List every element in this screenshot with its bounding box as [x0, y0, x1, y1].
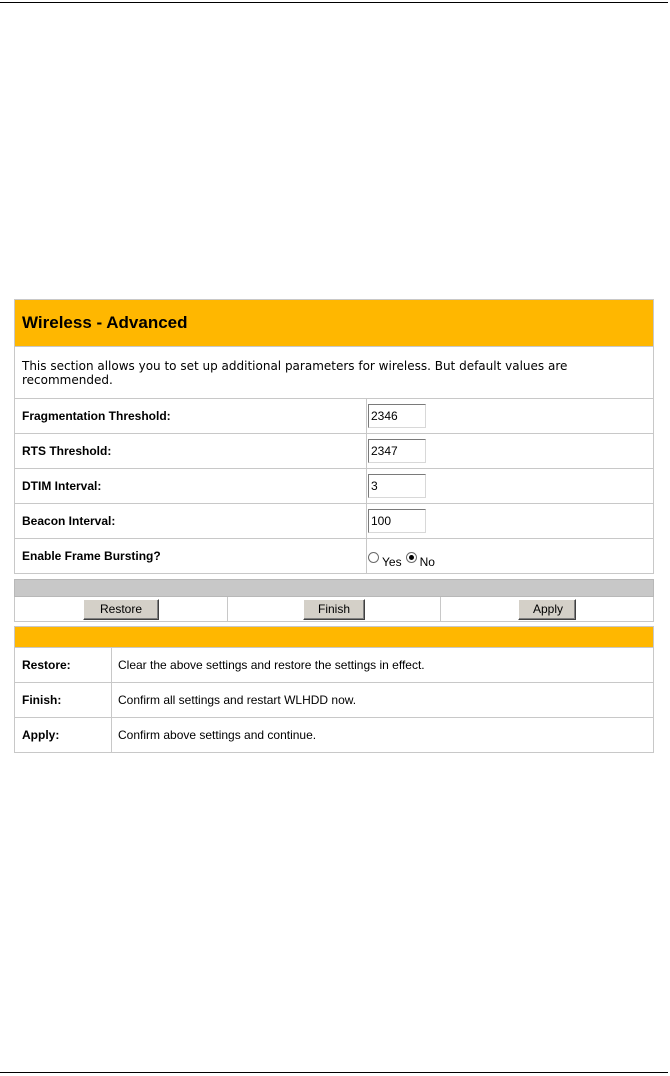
help-row-restore	[14, 648, 654, 683]
restore-button[interactable]: Restore	[83, 599, 159, 620]
help-header-bar	[14, 626, 654, 648]
dtim-interval-row	[14, 469, 654, 504]
help-row-apply	[14, 718, 654, 753]
help-term-apply: Apply:	[15, 718, 112, 752]
help-text-restore: Clear the above settings and restore the settings in effect.	[118, 658, 425, 672]
beacon-interval-label: Beacon Interval:	[15, 504, 367, 538]
finish-button[interactable]: Finish	[303, 599, 365, 620]
button-row	[14, 597, 654, 622]
dtim-interval-input[interactable]	[368, 474, 426, 498]
frame-bursting-no-label: No	[419, 554, 435, 569]
beacon-interval-row	[14, 504, 654, 539]
apply-button[interactable]: Apply	[518, 599, 576, 620]
frame-bursting-yes-radio[interactable]	[368, 552, 379, 563]
frame-bursting-row	[14, 539, 654, 574]
frame-bursting-label: Enable Frame Bursting?	[15, 539, 367, 573]
rts-threshold-input[interactable]	[368, 439, 426, 463]
frame-bursting-no-radio[interactable]	[406, 552, 417, 563]
fragmentation-threshold-label: Fragmentation Threshold:	[15, 399, 367, 433]
help-text-apply: Confirm above settings and continue.	[118, 728, 317, 742]
top-rule	[0, 2, 668, 3]
bottom-rule	[0, 1072, 668, 1073]
button-bar-header	[14, 579, 654, 597]
dtim-interval-label: DTIM Interval:	[15, 469, 367, 503]
wireless-advanced-panel	[14, 299, 654, 753]
fragmentation-threshold-row	[14, 399, 654, 434]
help-term-restore: Restore:	[15, 648, 112, 682]
help-row-finish	[14, 683, 654, 718]
rts-threshold-row	[14, 434, 654, 469]
fragmentation-threshold-input[interactable]	[368, 404, 426, 428]
section-description: This section allows you to set up additional parameters for wireless. But default values are recommended.	[14, 347, 654, 399]
page-title: Wireless - Advanced	[14, 299, 654, 347]
beacon-interval-input[interactable]	[368, 509, 426, 533]
rts-threshold-label: RTS Threshold:	[15, 434, 367, 468]
frame-bursting-yes-label: Yes	[382, 554, 402, 569]
help-text-finish: Confirm all settings and restart WLHDD now.	[118, 693, 357, 707]
help-term-finish: Finish:	[15, 683, 112, 717]
